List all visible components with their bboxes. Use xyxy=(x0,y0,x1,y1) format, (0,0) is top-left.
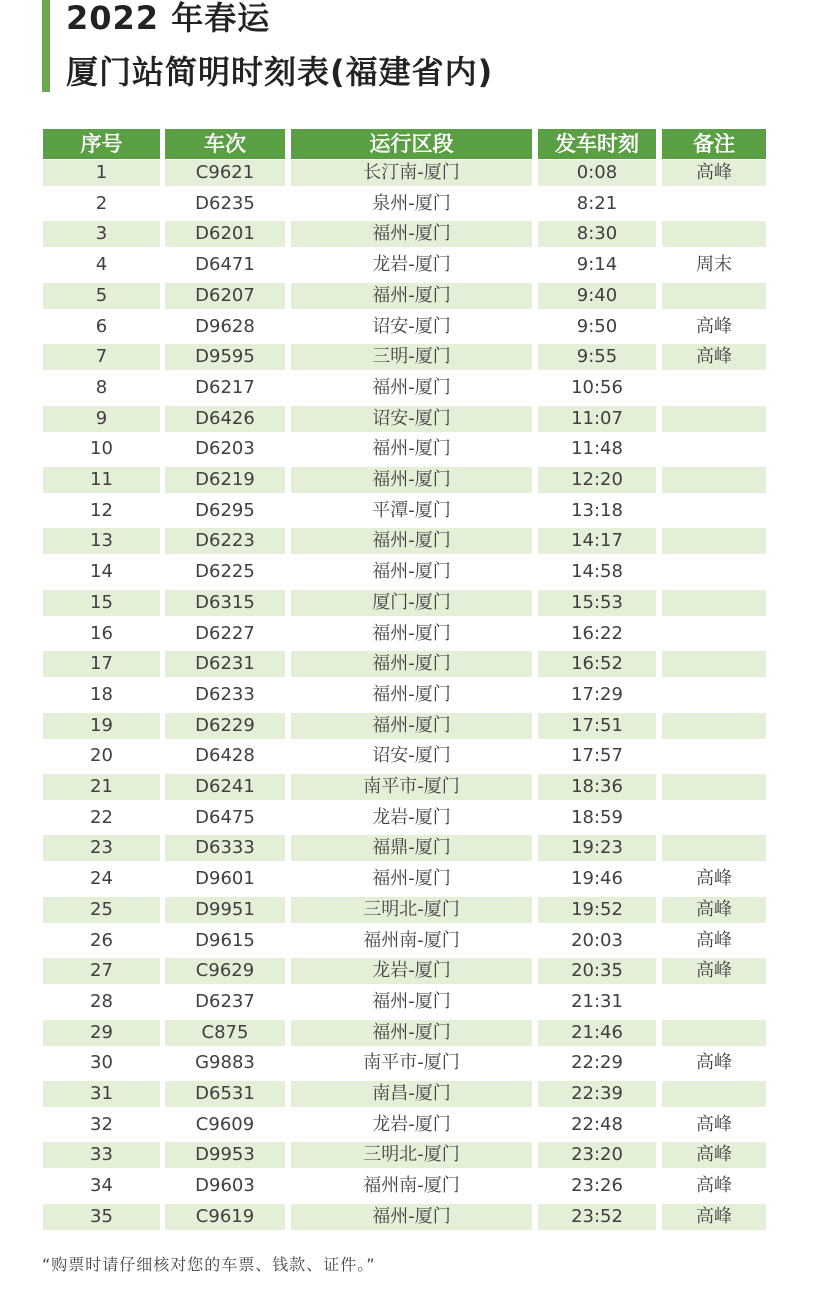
cell-route: 诏安-厦门 xyxy=(372,745,451,767)
cell-seq: 33 xyxy=(43,1142,160,1168)
cell-seq: 6 xyxy=(95,315,108,337)
cell-remark xyxy=(662,498,766,524)
cell-depart-time: 22:39 xyxy=(538,1081,656,1107)
header-train: 车次 xyxy=(165,129,285,159)
cell-depart-time: 12:20 xyxy=(538,467,656,493)
table-row xyxy=(0,375,821,401)
cell-route: 三明北-厦门 xyxy=(291,897,532,923)
cell-train: D6315 xyxy=(165,590,285,616)
cell-route: 福州南-厦门 xyxy=(363,1175,460,1197)
cell-remark xyxy=(662,621,766,647)
cell-seq: 12 xyxy=(90,499,113,521)
table-row xyxy=(0,989,821,1015)
cell-route: 福州-厦门 xyxy=(291,528,532,554)
cell-seq: 7 xyxy=(43,344,160,370)
cell-seq: 23 xyxy=(43,835,160,861)
table-row xyxy=(0,682,821,708)
cell-remark xyxy=(662,375,766,401)
cell-route: 福州-厦门 xyxy=(372,561,451,583)
cell-depart-time: 9:50 xyxy=(576,315,618,337)
cell-seq: 20 xyxy=(90,745,113,767)
cell-seq: 13 xyxy=(43,528,160,554)
cell-route: 福州-厦门 xyxy=(291,651,532,677)
cell-seq: 21 xyxy=(43,774,160,800)
cell-depart-time: 17:57 xyxy=(571,745,623,767)
cell-seq: 18 xyxy=(90,683,113,705)
cell-route: 南平市-厦门 xyxy=(363,1052,460,1074)
table-row xyxy=(0,651,821,677)
table-row xyxy=(0,621,821,647)
cell-train: D6203 xyxy=(195,438,255,460)
table-row xyxy=(0,314,821,340)
cell-depart-time: 19:23 xyxy=(538,835,656,861)
cell-depart-time: 13:18 xyxy=(571,499,623,521)
cell-remark: 周末 xyxy=(696,254,732,276)
cell-route: 泉州-厦门 xyxy=(372,192,451,214)
footnote: “购票时请仔细核对您的车票、钱款、证件。” xyxy=(42,1255,376,1274)
cell-depart-time: 22:29 xyxy=(571,1052,623,1074)
cell-route: 龙岩-厦门 xyxy=(372,1113,451,1135)
cell-seq: 22 xyxy=(90,806,113,828)
cell-seq: 3 xyxy=(43,221,160,247)
cell-depart-time: 18:59 xyxy=(571,806,623,828)
table-row xyxy=(0,805,821,831)
cell-remark xyxy=(662,221,766,247)
cell-seq: 19 xyxy=(43,713,160,739)
cell-remark xyxy=(662,713,766,739)
cell-seq: 1 xyxy=(43,160,160,186)
table-row xyxy=(0,866,821,892)
cell-seq: 14 xyxy=(90,561,113,583)
cell-route: 南昌-厦门 xyxy=(291,1081,532,1107)
cell-depart-time: 11:07 xyxy=(538,406,656,432)
cell-seq: 31 xyxy=(43,1081,160,1107)
cell-seq: 9 xyxy=(43,406,160,432)
cell-seq: 27 xyxy=(43,958,160,984)
cell-seq: 4 xyxy=(95,254,108,276)
cell-train: D6231 xyxy=(165,651,285,677)
cell-route: 福州-厦门 xyxy=(291,713,532,739)
header-route: 运行区段 xyxy=(291,129,532,159)
table-row xyxy=(0,1020,821,1046)
cell-remark xyxy=(662,283,766,309)
table-row xyxy=(0,559,821,585)
cell-remark: 高峰 xyxy=(662,897,766,923)
cell-remark xyxy=(662,191,766,217)
cell-remark: 高峰 xyxy=(696,315,732,337)
cell-route: 龙岩-厦门 xyxy=(372,806,451,828)
table-row xyxy=(0,406,821,432)
table-row xyxy=(0,252,821,278)
table-row xyxy=(0,1112,821,1138)
cell-train: D6207 xyxy=(165,283,285,309)
table-row xyxy=(0,1173,821,1199)
cell-depart-time: 23:20 xyxy=(538,1142,656,1168)
cell-depart-time: 21:46 xyxy=(538,1020,656,1046)
table-row xyxy=(0,436,821,462)
table-row xyxy=(0,774,821,800)
cell-train: D6235 xyxy=(195,192,255,214)
cell-remark xyxy=(662,1020,766,1046)
table-row xyxy=(0,1081,821,1107)
cell-remark xyxy=(662,559,766,585)
cell-depart-time: 23:26 xyxy=(571,1175,623,1197)
cell-train: D9601 xyxy=(195,868,255,890)
cell-train: D6223 xyxy=(165,528,285,554)
cell-seq: 10 xyxy=(90,438,113,460)
cell-route: 龙岩-厦门 xyxy=(372,254,451,276)
cell-train: D6428 xyxy=(195,745,255,767)
table-row xyxy=(0,835,821,861)
cell-train: D6219 xyxy=(165,467,285,493)
cell-depart-time: 23:52 xyxy=(538,1204,656,1230)
cell-seq: 26 xyxy=(90,929,113,951)
cell-train: D9951 xyxy=(165,897,285,923)
cell-route: 三明北-厦门 xyxy=(291,1142,532,1168)
cell-depart-time: 16:52 xyxy=(538,651,656,677)
cell-route: 福州-厦门 xyxy=(372,438,451,460)
cell-route: 龙岩-厦门 xyxy=(291,958,532,984)
cell-seq: 25 xyxy=(43,897,160,923)
cell-train: D6201 xyxy=(165,221,285,247)
cell-seq: 8 xyxy=(95,376,108,398)
cell-remark: 高峰 xyxy=(662,958,766,984)
cell-remark xyxy=(662,406,766,432)
cell-remark: 高峰 xyxy=(662,1142,766,1168)
cell-train: D9595 xyxy=(165,344,285,370)
cell-route: 福州-厦门 xyxy=(291,1020,532,1046)
cell-remark: 高峰 xyxy=(696,1175,732,1197)
cell-train: G9883 xyxy=(195,1052,255,1074)
page-title-line2: 厦门站简明时刻表(福建省内) xyxy=(66,53,494,91)
cell-remark: 高峰 xyxy=(662,1204,766,1230)
table-row xyxy=(0,498,821,524)
cell-route: 福州-厦门 xyxy=(372,622,451,644)
cell-route: 平潭-厦门 xyxy=(372,499,451,521)
cell-train: C9619 xyxy=(165,1204,285,1230)
cell-remark xyxy=(662,651,766,677)
cell-seq: 34 xyxy=(90,1175,113,1197)
cell-depart-time: 15:53 xyxy=(538,590,656,616)
cell-train: D9953 xyxy=(165,1142,285,1168)
cell-route: 厦门-厦门 xyxy=(291,590,532,616)
cell-train: C9629 xyxy=(165,958,285,984)
cell-seq: 24 xyxy=(90,868,113,890)
cell-remark xyxy=(662,989,766,1015)
cell-depart-time: 17:29 xyxy=(571,683,623,705)
cell-train: D6225 xyxy=(195,561,255,583)
cell-seq: 15 xyxy=(43,590,160,616)
cell-train: D6471 xyxy=(195,254,255,276)
cell-train: D9615 xyxy=(195,929,255,951)
cell-train: D6233 xyxy=(195,683,255,705)
cell-depart-time: 18:36 xyxy=(538,774,656,800)
cell-remark xyxy=(662,743,766,769)
table-row xyxy=(0,191,821,217)
table-row xyxy=(0,1204,821,1230)
cell-route: 福州-厦门 xyxy=(291,283,532,309)
cell-depart-time: 11:48 xyxy=(571,438,623,460)
cell-seq: 29 xyxy=(43,1020,160,1046)
cell-train: D6217 xyxy=(195,376,255,398)
cell-seq: 2 xyxy=(95,192,108,214)
cell-train: D6237 xyxy=(195,990,255,1012)
table-header-row xyxy=(0,129,821,155)
cell-seq: 30 xyxy=(90,1052,113,1074)
cell-train: D6227 xyxy=(195,622,255,644)
header-remark: 备注 xyxy=(662,129,766,159)
cell-depart-time: 9:40 xyxy=(538,283,656,309)
cell-train: C875 xyxy=(165,1020,285,1046)
title-accent-bar xyxy=(42,0,50,92)
cell-remark xyxy=(662,436,766,462)
cell-seq: 32 xyxy=(90,1113,113,1135)
cell-depart-time: 9:14 xyxy=(576,254,618,276)
cell-remark: 高峰 xyxy=(696,868,732,890)
cell-remark: 高峰 xyxy=(696,1052,732,1074)
cell-depart-time: 19:52 xyxy=(538,897,656,923)
header-depart-time: 发车时刻 xyxy=(538,129,656,159)
cell-depart-time: 14:17 xyxy=(538,528,656,554)
cell-depart-time: 14:58 xyxy=(571,561,623,583)
table-row xyxy=(0,344,821,370)
cell-train: D6295 xyxy=(195,499,255,521)
cell-seq: 28 xyxy=(90,990,113,1012)
cell-remark xyxy=(662,528,766,554)
cell-depart-time: 8:21 xyxy=(576,192,618,214)
cell-depart-time: 22:48 xyxy=(571,1113,623,1135)
cell-train: D6531 xyxy=(165,1081,285,1107)
cell-remark: 高峰 xyxy=(696,929,732,951)
cell-route: 福州-厦门 xyxy=(291,467,532,493)
cell-remark xyxy=(662,774,766,800)
cell-remark xyxy=(662,805,766,831)
table-row xyxy=(0,897,821,923)
cell-remark: 高峰 xyxy=(662,344,766,370)
cell-route: 长汀南-厦门 xyxy=(291,160,532,186)
table-row xyxy=(0,928,821,954)
cell-route: 诏安-厦门 xyxy=(291,406,532,432)
cell-depart-time: 17:51 xyxy=(538,713,656,739)
cell-depart-time: 20:35 xyxy=(538,958,656,984)
cell-depart-time: 0:08 xyxy=(538,160,656,186)
cell-route: 诏安-厦门 xyxy=(372,315,451,337)
cell-remark xyxy=(662,682,766,708)
cell-depart-time: 9:55 xyxy=(538,344,656,370)
cell-route: 三明-厦门 xyxy=(291,344,532,370)
cell-seq: 16 xyxy=(90,622,113,644)
cell-route: 南平市-厦门 xyxy=(291,774,532,800)
cell-train: D6333 xyxy=(165,835,285,861)
cell-route: 福州-厦门 xyxy=(372,868,451,890)
cell-train: D6241 xyxy=(165,774,285,800)
cell-remark: 高峰 xyxy=(696,1113,732,1135)
cell-train: C9621 xyxy=(165,160,285,186)
table-row xyxy=(0,590,821,616)
cell-seq: 11 xyxy=(43,467,160,493)
cell-train: D9628 xyxy=(195,315,255,337)
cell-remark xyxy=(662,835,766,861)
table-row xyxy=(0,1050,821,1076)
table-row xyxy=(0,1142,821,1168)
cell-depart-time: 20:03 xyxy=(571,929,623,951)
table-row xyxy=(0,958,821,984)
cell-depart-time: 8:30 xyxy=(538,221,656,247)
cell-train: D6229 xyxy=(165,713,285,739)
page-title-line1: 2022 年春运 xyxy=(66,0,271,37)
header-seq: 序号 xyxy=(43,129,160,159)
cell-route: 福州-厦门 xyxy=(372,990,451,1012)
table-row xyxy=(0,467,821,493)
cell-seq: 17 xyxy=(43,651,160,677)
cell-depart-time: 10:56 xyxy=(571,376,623,398)
cell-route: 福州南-厦门 xyxy=(363,929,460,951)
cell-route: 福州-厦门 xyxy=(291,1204,532,1230)
cell-remark xyxy=(662,467,766,493)
table-row xyxy=(0,160,821,186)
cell-depart-time: 21:31 xyxy=(571,990,623,1012)
cell-seq: 35 xyxy=(43,1204,160,1230)
cell-depart-time: 19:46 xyxy=(571,868,623,890)
cell-depart-time: 16:22 xyxy=(571,622,623,644)
cell-seq: 5 xyxy=(43,283,160,309)
cell-route: 福鼎-厦门 xyxy=(291,835,532,861)
table-row xyxy=(0,283,821,309)
cell-remark xyxy=(662,1081,766,1107)
table-row xyxy=(0,743,821,769)
cell-train: D9603 xyxy=(195,1175,255,1197)
table-row xyxy=(0,221,821,247)
cell-route: 福州-厦门 xyxy=(372,376,451,398)
table-row xyxy=(0,528,821,554)
cell-remark xyxy=(662,590,766,616)
cell-remark: 高峰 xyxy=(662,160,766,186)
cell-train: C9609 xyxy=(195,1113,255,1135)
cell-route: 福州-厦门 xyxy=(372,683,451,705)
cell-train: D6426 xyxy=(165,406,285,432)
cell-train: D6475 xyxy=(195,806,255,828)
table-row xyxy=(0,713,821,739)
cell-route: 福州-厦门 xyxy=(291,221,532,247)
